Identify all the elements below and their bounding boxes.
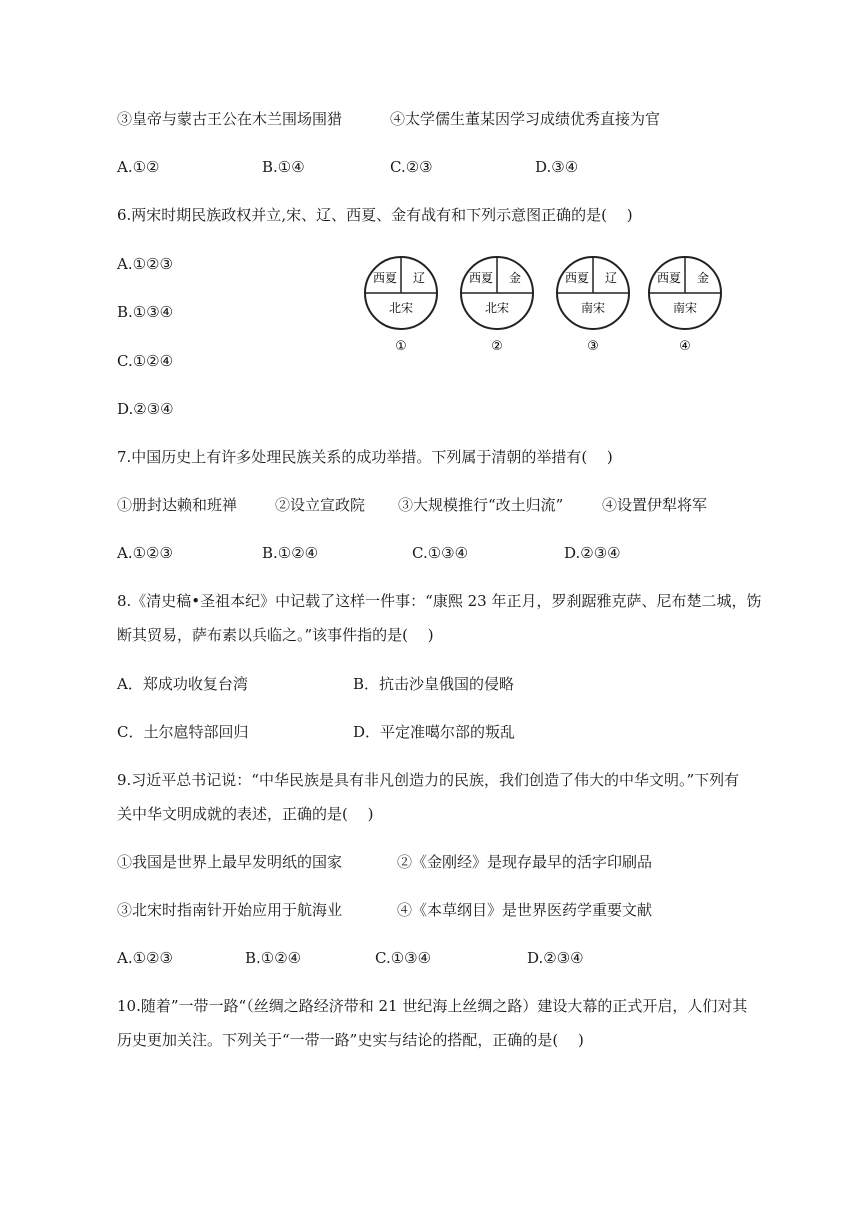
- q5-item-4: ④太学儒生董某因学习成绩优秀直接为官: [390, 110, 661, 128]
- q6-d1-top-right: 辽: [412, 271, 426, 285]
- q6-d4-top-left: 西夏: [656, 271, 682, 285]
- q9-item-1: ①我国是世界上最早发明纸的国家: [117, 853, 343, 871]
- q7-option-d: D.②③④: [564, 544, 621, 562]
- q8-option-a: A．郑成功收复台湾: [117, 675, 248, 693]
- q9-option-c: C.①③④: [375, 949, 432, 967]
- q7-item-2: ②设立宣政院: [275, 496, 366, 514]
- q9-option-a: A.①②③: [117, 949, 173, 967]
- q10-question-line-1: 10.随着”一带一路“（丝绸之路经济带和 21 世纪海上丝绸之路）建设大幕的正式开启，人们对其: [117, 997, 748, 1015]
- q7-option-b: B.①②④: [262, 544, 319, 562]
- q6-diagram-3: [557, 257, 629, 354]
- q6-diagram-1: [365, 257, 437, 354]
- q5-option-d: D.③④: [535, 158, 579, 176]
- q6-d3-top-right: 辽: [604, 271, 618, 285]
- q8-question-line-2: 断其贸易，萨布素以兵临之。”该事件指的是( ): [117, 626, 434, 644]
- q9-item-4: ④《本草纲目》是世界医药学重要文献: [397, 901, 653, 919]
- q6-d4-top-right: 金: [696, 271, 710, 285]
- q9-item-2: ②《金刚经》是现存最早的活字印刷品: [397, 853, 653, 871]
- q6-diagrams: [355, 255, 735, 365]
- q6-d2-top-right: 金: [508, 271, 522, 285]
- q6-option-d: D.②③④: [117, 400, 174, 418]
- q5-option-b: B.①④: [262, 158, 305, 176]
- q6-option-c: C.①②④: [117, 352, 174, 370]
- q10-question-line-2: 历史更加关注。下列关于“一带一路”史实与结论的搭配，正确的是( ): [117, 1031, 584, 1049]
- q5-item-3: ③皇帝与蒙古王公在木兰围场围猎: [117, 110, 343, 128]
- q6-d1-top-left: 西夏: [372, 271, 398, 285]
- q6-d1-label: ①: [395, 339, 407, 354]
- q7-item-1: ①册封达赖和班禅: [117, 496, 238, 514]
- q7-question: 7.中国历史上有许多处理民族关系的成功举措。下列属于清朝的举措有( ): [117, 448, 613, 466]
- q6-d3-label: ③: [587, 339, 599, 354]
- q6-diagram-4: [649, 257, 721, 354]
- q9-question-line-2: 关中华文明成就的表述，正确的是( ): [117, 805, 374, 823]
- q6-d4-label: ④: [679, 339, 691, 354]
- q6-question: 6.两宋时期民族政权并立,宋、辽、西夏、金有战有和下列示意图正确的是( ): [117, 206, 633, 224]
- q7-option-c: C.①③④: [412, 544, 469, 562]
- q6-d3-bottom: 南宋: [580, 301, 606, 315]
- q6-d2-label: ②: [491, 339, 503, 354]
- q5-option-c: C.②③: [390, 158, 433, 176]
- q9-option-d: D.②③④: [527, 949, 584, 967]
- q5-option-a: A.①②: [117, 158, 160, 176]
- q9-item-3: ③北宋时指南针开始应用于航海业: [117, 901, 343, 919]
- q6-d4-bottom: 南宋: [672, 301, 698, 315]
- q6-option-a: A.①②③: [117, 255, 173, 273]
- q6-d2-bottom: 北宋: [484, 301, 510, 315]
- q8-option-c: C．土尔扈特部回归: [117, 723, 249, 741]
- q8-option-d: D．平定准噶尔部的叛乱: [353, 723, 516, 741]
- q6-diagram-2: [461, 257, 533, 354]
- q6-d3-top-left: 西夏: [564, 271, 590, 285]
- q8-option-b: B．抗击沙皇俄国的侵略: [353, 675, 515, 693]
- q7-option-a: A.①②③: [117, 544, 173, 562]
- q9-option-b: B.①②④: [245, 949, 302, 967]
- q6-d1-bottom: 北宋: [388, 301, 414, 315]
- q7-item-3: ③大规模推行“改土归流”: [398, 496, 564, 514]
- q6-option-b: B.①③④: [117, 303, 174, 321]
- q8-question-line-1: 8.《清史稿•圣祖本纪》中记载了这样一件事：“康熙 23 年正月，罗刹踞雅克萨、尼布楚二城，饬: [117, 592, 762, 610]
- q6-d2-top-left: 西夏: [468, 271, 494, 285]
- q9-question-line-1: 9.习近平总书记说：“中华民族是具有非凡创造力的民族，我们创造了伟大的中华文明。”下列有: [117, 771, 740, 789]
- q7-item-4: ④设置伊犁将军: [602, 496, 708, 514]
